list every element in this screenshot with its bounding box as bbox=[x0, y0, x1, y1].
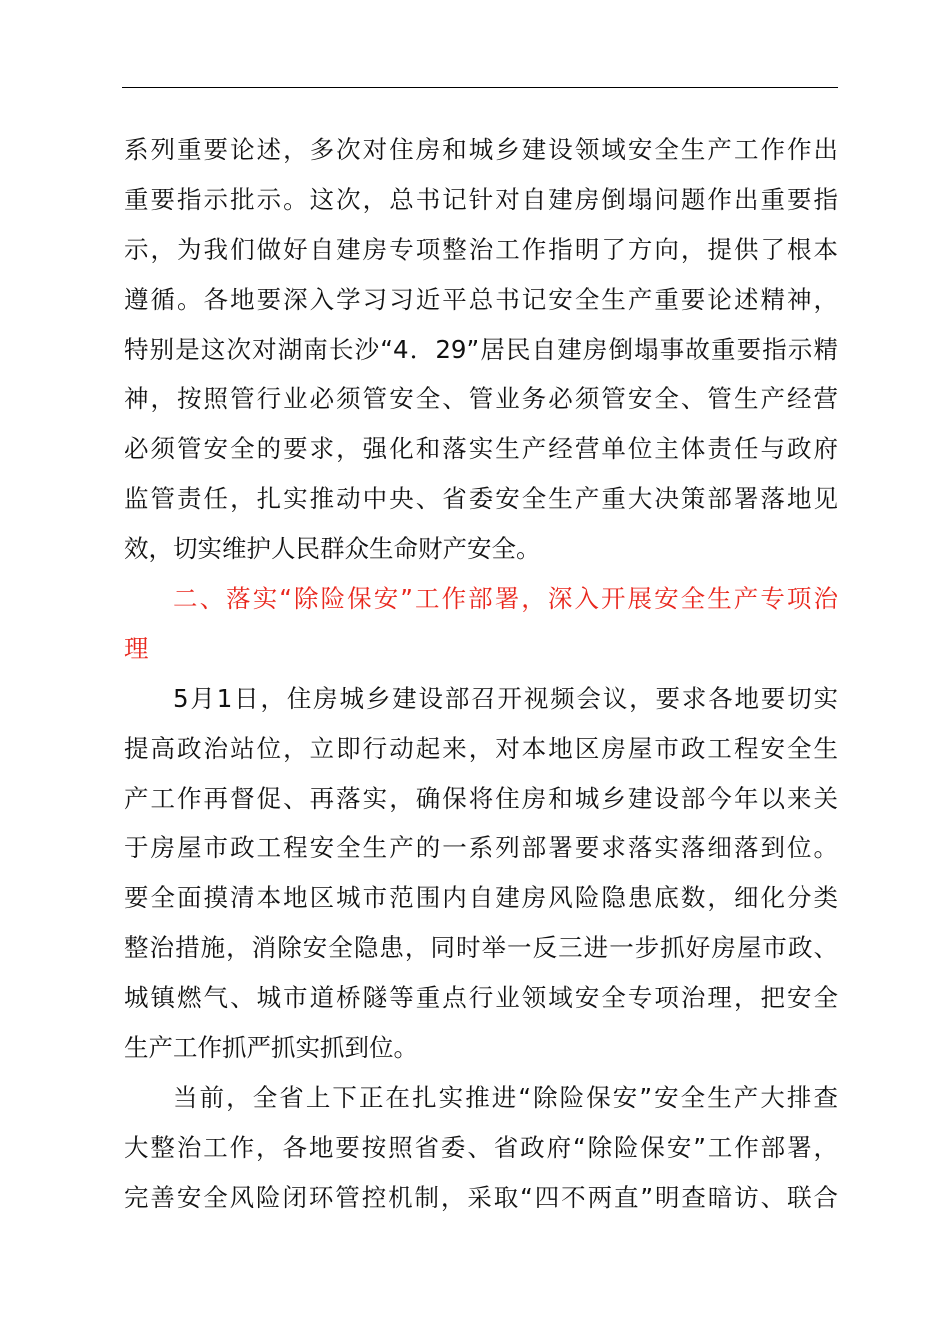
section-heading-2 bbox=[124, 574, 838, 674]
text-line: 整治措施，消除安全隐患，同时举一反三进一步抓好房屋市政、 bbox=[124, 933, 838, 963]
text-line: 监管责任，扎实推动中央、省委安全生产重大决策部署落地见 bbox=[124, 484, 838, 514]
text-line: 大整治工作，各地要按照省委、省政府“除险保安”工作部署， bbox=[124, 1132, 838, 1162]
text-line: 特别是这次对湖南长沙“4．29”居民自建房倒塌事故重要指示精 bbox=[124, 334, 838, 364]
text-line: 效，切实维护人民群众生命财产安全。 bbox=[124, 534, 541, 564]
paragraph-2 bbox=[124, 674, 838, 1073]
text-line: 重要指示批示。这次，总书记针对自建房倒塌问题作出重要指 bbox=[124, 184, 838, 214]
text-line: 示，为我们做好自建房专项整治工作指明了方向，提供了根本 bbox=[124, 234, 838, 264]
text-line: 生产工作抓严抓实抓到位。 bbox=[124, 1033, 418, 1063]
text-line: 遵循。各地要深入学习习近平总书记安全生产重要论述精神， bbox=[124, 284, 838, 314]
text-line: 要全面摸清本地区城市范围内自建房风险隐患底数，细化分类 bbox=[124, 883, 838, 913]
paragraph-1 bbox=[124, 125, 838, 574]
text-line: 系列重要论述，多次对住房和城乡建设领域安全生产工作作出 bbox=[124, 135, 838, 164]
text-line: 产工作再督促、再落实，确保将住房和城乡建设部今年以来关 bbox=[124, 783, 838, 813]
text-line: 必须管安全的要求，强化和落实生产经营单位主体责任与政府 bbox=[124, 434, 838, 464]
text-line: 城镇燃气、城市道桥隧等重点行业领域安全专项治理，把安全 bbox=[124, 983, 838, 1013]
header-rule bbox=[122, 87, 838, 88]
text-line: 完善安全风险闭环管控机制，采取“四不两直”明查暗访、联合 bbox=[124, 1182, 838, 1212]
text-line: 提高政治站位，立即行动起来，对本地区房屋市政工程安全生 bbox=[124, 733, 838, 763]
text-line: 于房屋市政工程安全生产的一系列部署要求落实落细落到位。 bbox=[124, 833, 838, 863]
text-line: 5月1日，住房城乡建设部召开视频会议，要求各地要切实 bbox=[173, 683, 838, 713]
heading-line: 理 bbox=[124, 633, 149, 663]
heading-line: 二、落实“除险保安”工作部署，深入开展安全生产专项治 bbox=[173, 584, 838, 614]
text-line: 当前，全省上下正在扎实推进“除险保安”安全生产大排查 bbox=[173, 1082, 838, 1112]
text-line: 神，按照管行业必须管安全、管业务必须管安全、管生产经营 bbox=[124, 384, 838, 414]
paragraph-3 bbox=[124, 1073, 838, 1223]
document-body bbox=[124, 125, 838, 1223]
